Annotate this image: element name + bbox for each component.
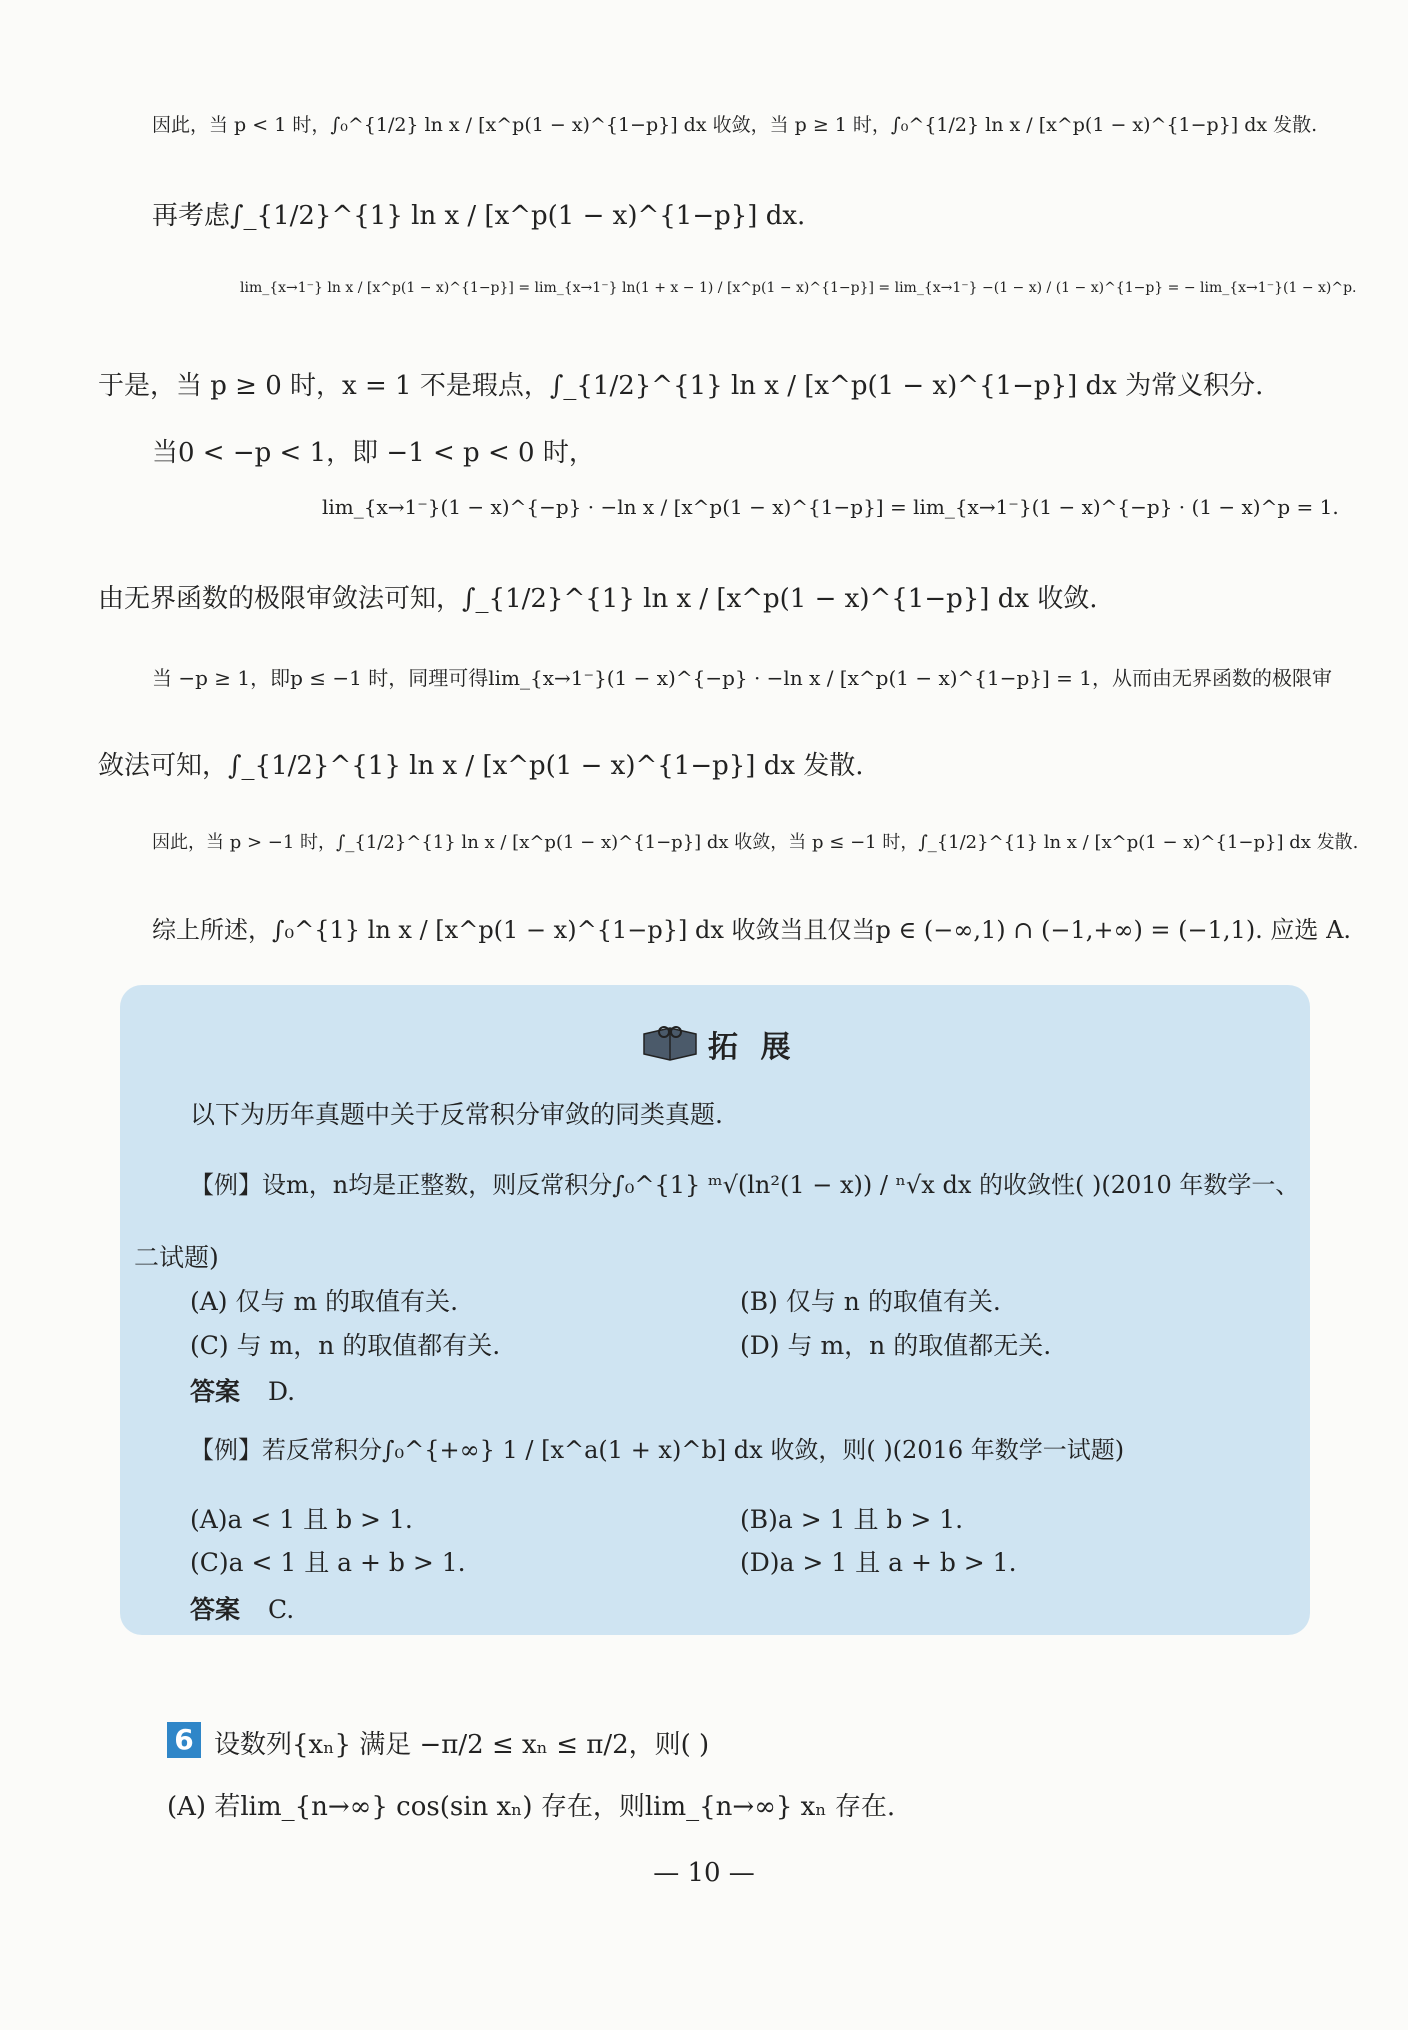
example-1-answer	[190, 1372, 295, 1408]
question-6-stem: 设数列{xₙ} 满足 −π/2 ≤ xₙ ≤ π/2，则( )	[214, 1730, 710, 1760]
answer-value: C.	[267, 1595, 295, 1624]
example-2-option-d: (D)a > 1 且 a + b > 1.	[740, 1548, 1017, 1577]
solution-line-7: 由无界函数的极限审敛法可知，∫_{1/2}^{1} ln x / [x^p(1 − x)^{1−p}] dx 收敛.	[98, 584, 1098, 614]
example-2-answer	[190, 1590, 294, 1626]
solution-line-4: 于是，当 p ≥ 0 时，x = 1 不是瑕点，∫_{1/2}^{1} ln x / [x^p(1 − x)^{1−p}] dx 为常义积分.	[98, 371, 1264, 401]
answer-label: 答案	[190, 1377, 241, 1406]
example-1-stem: 【例】设m，n均是正整数，则反常积分∫₀^{1} ᵐ√(ln²(1 − x)) / ⁿ√x dx 的收敛性( )(2010 年数学一、	[190, 1171, 1300, 1199]
extension-title: 拓 展	[708, 1030, 797, 1065]
solution-line-2: 再考虑∫_{1/2}^{1} ln x / [x^p(1 − x)^{1−p}] dx.	[152, 201, 806, 231]
example-2-option-c: (C)a < 1 且 a + b > 1.	[190, 1548, 466, 1577]
example-1-option-a: (A) 仅与 m 的取值有关.	[190, 1287, 459, 1316]
question-number-badge: 6	[167, 1722, 201, 1758]
question-6-option-a: (A) 若lim_{n→∞} cos(sin xₙ) 存在，则lim_{n→∞} xₙ 存在.	[167, 1792, 896, 1822]
example-2-option-b: (B)a > 1 且 b > 1.	[740, 1505, 964, 1534]
example-2-option-a: (A)a < 1 且 b > 1.	[190, 1505, 413, 1534]
example-1-option-d: (D) 与 m，n 的取值都无关.	[740, 1331, 1052, 1360]
solution-line-9: 敛法可知，∫_{1/2}^{1} ln x / [x^p(1 − x)^{1−p}] dx 发散.	[98, 751, 864, 781]
solution-line-10: 因此，当 p > −1 时，∫_{1/2}^{1} ln x / [x^p(1 − x)^{1−p}] dx 收敛，当 p ≤ −1 时，∫_{1/2}^{1} ln x / [x^p(1 − x)^{1−p}] dx 发散.	[152, 832, 1359, 853]
example-1-stem-cont: 二试题)	[134, 1243, 219, 1272]
book-icon	[640, 1020, 700, 1062]
solution-line-8: 当 −p ≥ 1，即p ≤ −1 时，同理可得lim_{x→1⁻}(1 − x)^{−p} · −ln x / [x^p(1 − x)^{1−p}] = 1，从而由无界函数的极限审	[152, 666, 1333, 690]
example-1-option-c: (C) 与 m，n 的取值都有关.	[190, 1331, 501, 1360]
example-1-option-b: (B) 仅与 n 的取值有关.	[740, 1287, 1001, 1316]
solution-line-5: 当0 < −p < 1，即 −1 < p < 0 时，	[152, 438, 595, 468]
limit-equation-1: lim_{x→1⁻} ln x / [x^p(1 − x)^{1−p}] = lim_{x→1⁻} ln(1 + x − 1) / [x^p(1 − x)^{1−p}] = lim_{x→1⁻} −(1 − x) / (1 − x)^{1−p} = − lim_{x→1⁻}(1 − x)^p.	[240, 280, 1357, 296]
solution-line-1: 因此，当 p < 1 时，∫₀^{1/2} ln x / [x^p(1 − x)^{1−p}] dx 收敛，当 p ≥ 1 时，∫₀^{1/2} ln x / [x^p(1 − x)^{1−p}] dx 发散.	[152, 114, 1318, 136]
conclusion-line: 综上所述，∫₀^{1} ln x / [x^p(1 − x)^{1−p}] dx 收敛当且仅当p ∈ (−∞,1) ∩ (−1,+∞) = (−1,1). 应选 A.	[152, 916, 1352, 944]
extension-intro: 以下为历年真题中关于反常积分审敛的同类真题.	[190, 1100, 723, 1129]
limit-equation-2: lim_{x→1⁻}(1 − x)^{−p} · −ln x / [x^p(1 − x)^{1−p}] = lim_{x→1⁻}(1 − x)^{−p} · (1 − x)^p = 1.	[322, 495, 1339, 519]
example-2-stem: 【例】若反常积分∫₀^{+∞} 1 / [x^a(1 + x)^b] dx 收敛，则( )(2016 年数学一试题)	[190, 1436, 1125, 1464]
answer-value: D.	[267, 1377, 296, 1406]
page-number: — 10 —	[653, 1858, 755, 1888]
answer-label: 答案	[190, 1595, 241, 1624]
